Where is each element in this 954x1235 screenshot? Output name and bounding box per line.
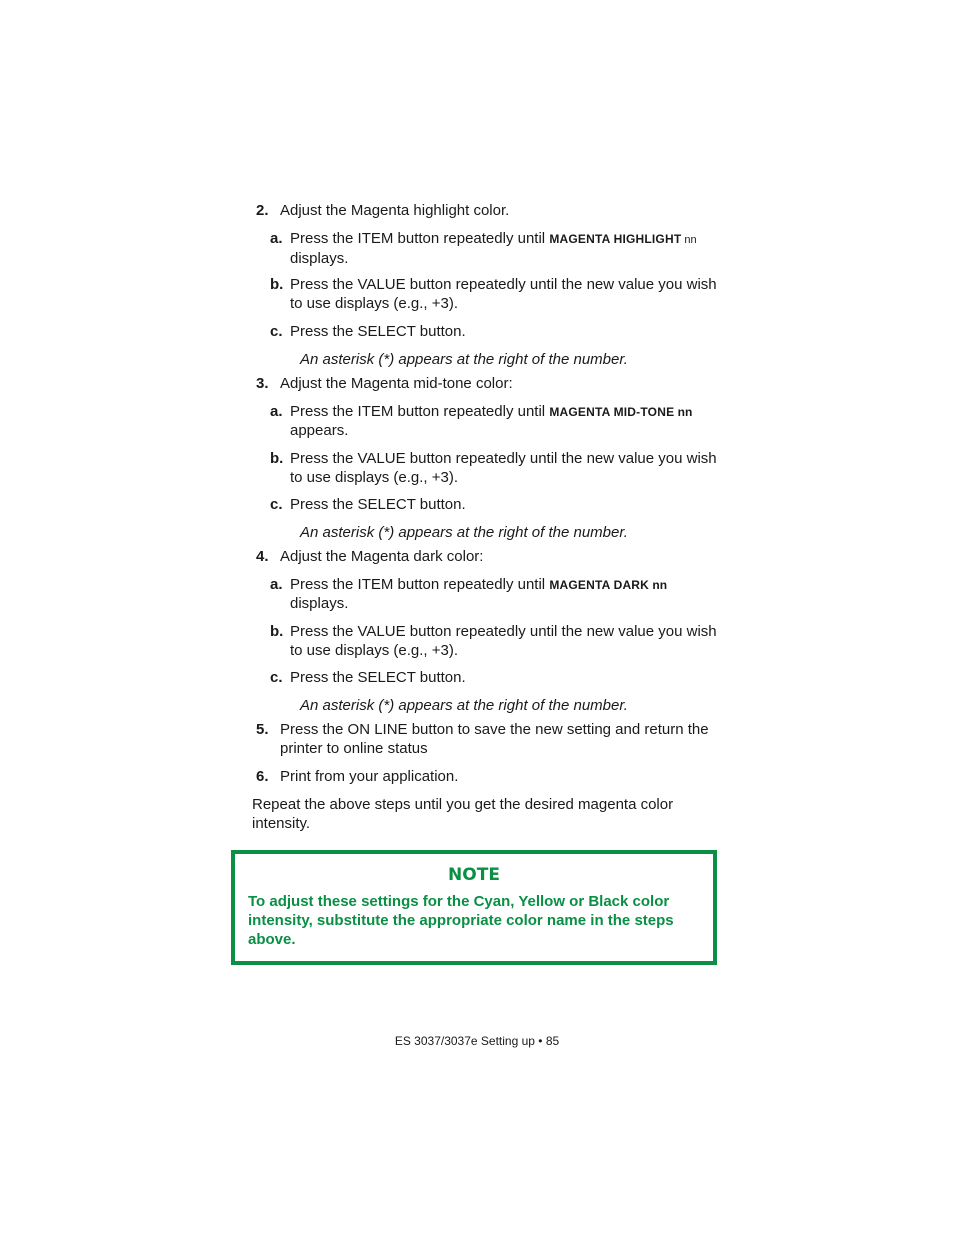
step-text: Adjust the Magenta dark color:	[280, 548, 484, 565]
substep-letter: b.	[270, 623, 284, 640]
step-number: 3.	[256, 375, 269, 392]
body-paragraph: Repeat the above steps until you get the desired magenta color intensity.	[252, 796, 674, 832]
note-title: NOTE	[448, 865, 500, 885]
step-number: 4.	[256, 548, 269, 565]
step-note: An asterisk (*) appears at the right of the number.	[300, 351, 628, 368]
note-body: To adjust these settings for the Cyan, Yellow or Black color intensity, substitute the appropriate color name in the steps above.	[248, 893, 674, 948]
step-number: 6.	[256, 768, 269, 785]
substep-text: Press the SELECT button.	[290, 323, 466, 340]
step-text: Adjust the Magenta highlight color.	[280, 202, 510, 219]
display-message: MAGENTA MID-TONE	[549, 405, 675, 419]
substep-text: Press the ITEM button repeatedly until MAGENTA HIGHLIGHT nn displays.	[290, 230, 697, 267]
step-text: Press the ON LINE button to save the new setting and return the printer to online status	[280, 721, 709, 757]
display-message: MAGENTA HIGHLIGHT	[549, 232, 682, 246]
page-footer: ES 3037/3037e Setting up • 85	[394, 1034, 560, 1048]
step-text: Adjust the Magenta mid-tone color:	[280, 375, 513, 392]
substep-letter: b.	[270, 276, 284, 293]
step-note: An asterisk (*) appears at the right of the number.	[300, 697, 628, 714]
substep-text: Press the VALUE button repeatedly until the new value you wish to use displays (e.g., +3).	[290, 276, 717, 312]
substep-text: Press the SELECT button.	[290, 669, 466, 686]
step-number: 5.	[256, 721, 269, 738]
substep-letter: c.	[270, 669, 283, 686]
step-number: 2.	[256, 202, 269, 219]
step-text: Print from your application.	[280, 768, 459, 785]
display-message: MAGENTA DARK	[549, 578, 650, 592]
substep-text: Press the ITEM button repeatedly until MAGENTA MID-TONE nn appears.	[290, 403, 693, 439]
substep-text: Press the SELECT button.	[290, 496, 466, 513]
substep-text: Press the ITEM button repeatedly until MAGENTA DARK nn displays.	[290, 576, 668, 612]
substep-letter: c.	[270, 323, 283, 340]
substep-letter: a.	[270, 230, 283, 247]
step-note: An asterisk (*) appears at the right of the number.	[300, 524, 628, 541]
note-box	[231, 850, 717, 965]
substep-letter: c.	[270, 496, 283, 513]
substep-text: Press the VALUE button repeatedly until the new value you wish to use displays (e.g., +3).	[290, 450, 717, 486]
substep-letter: a.	[270, 576, 283, 593]
substep-letter: b.	[270, 450, 284, 467]
substep-letter: a.	[270, 403, 283, 420]
substep-text: Press the VALUE button repeatedly until the new value you wish to use displays (e.g., +3).	[290, 623, 717, 659]
